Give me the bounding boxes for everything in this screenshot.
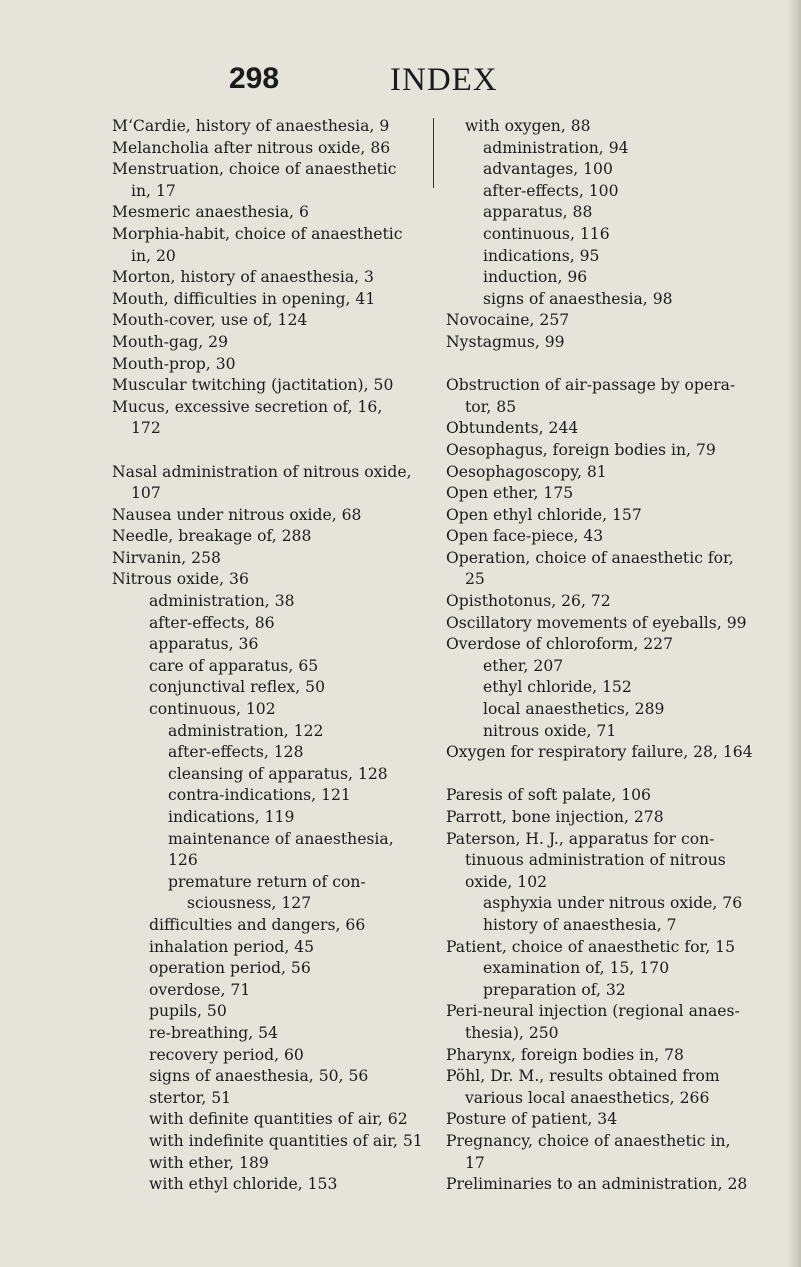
index-entry: history of anaesthesia, 7: [483, 915, 677, 934]
index-entry: cleansing of apparatus, 128: [168, 764, 388, 783]
index-entry: Oesophagoscopy, 81: [446, 462, 607, 481]
index-entry: Nitrous oxide, 36: [112, 570, 249, 589]
page-header: [0, 62, 801, 102]
index-entry: with ethyl chloride, 153: [149, 1175, 338, 1194]
index-entry: indications, 95: [483, 246, 600, 265]
index-entry: Melancholia after nitrous oxide, 86: [112, 138, 391, 157]
index-entry: sciousness, 127: [187, 894, 312, 913]
index-column-left: [112, 116, 422, 1196]
index-entry: 17: [465, 1153, 485, 1172]
index-entry: Pharynx, foreign bodies in, 78: [446, 1045, 684, 1064]
index-entry: various local anaesthetics, 266: [465, 1088, 710, 1107]
index-entry: administration, 38: [149, 592, 295, 611]
index-entry: continuous, 102: [149, 700, 276, 719]
index-entry: re-breathing, 54: [149, 1023, 278, 1042]
index-entry: Open face-piece, 43: [446, 527, 604, 546]
index-entry: Nirvanin, 258: [112, 548, 221, 567]
index-entry: Overdose of chloroform, 227: [446, 635, 674, 654]
index-entry: Open ethyl chloride, 157: [446, 505, 642, 524]
index-entry: apparatus, 36: [149, 635, 259, 654]
index-entry: difficulties and dangers, 66: [149, 915, 366, 934]
index-entry: Mouth-cover, use of, 124: [112, 311, 308, 330]
index-entry: administration, 94: [483, 138, 629, 157]
index-entry: Mouth-prop, 30: [112, 354, 236, 373]
index-entry: recovery period, 60: [149, 1045, 304, 1064]
index-entry: continuous, 116: [483, 224, 610, 243]
index-entry: Peri-neural injection (regional anaes-: [446, 1002, 740, 1021]
index-entry: Operation, choice of anaesthetic for,: [446, 548, 734, 567]
index-entry: examination of, 15, 170: [483, 959, 670, 978]
index-entry: contra-indications, 121: [168, 786, 351, 805]
index-entry: Oxygen for respiratory failure, 28, 164: [446, 743, 753, 762]
index-entry: with ether, 189: [149, 1153, 269, 1172]
column-divider: [433, 118, 434, 188]
index-entry: Muscular twitching (jactitation), 50: [112, 376, 394, 395]
section-gap: [446, 764, 766, 786]
index-entry: care of apparatus, 65: [149, 656, 319, 675]
index-entry: Open ether, 175: [446, 484, 574, 503]
index-entry: 126: [168, 851, 198, 870]
index-entry: maintenance of anaesthesia,: [168, 829, 394, 848]
index-entry: Nasal administration of nitrous oxide,: [112, 462, 412, 481]
index-entry: with definite quantities of air, 62: [149, 1110, 408, 1129]
index-entry: conjunctival reflex, 50: [149, 678, 325, 697]
index-entry: thesia), 250: [465, 1023, 559, 1042]
index-entry: Needle, breakage of, 288: [112, 527, 312, 546]
index-entry: Posture of patient, 34: [446, 1110, 618, 1129]
index-entry: asphyxia under nitrous oxide, 76: [483, 894, 743, 913]
index-entry: Pregnancy, choice of anaesthetic in,: [446, 1131, 731, 1150]
index-entry: Nystagmus, 99: [446, 332, 565, 351]
index-entry: Obtundents, 244: [446, 419, 579, 438]
index-entry: Novocaine, 257: [446, 311, 570, 330]
index-entry: Paterson, H. J., apparatus for con-: [446, 829, 715, 848]
page-title: INDEX: [390, 62, 498, 98]
index-entry: overdose, 71: [149, 980, 251, 999]
index-entry: after-effects, 128: [168, 743, 304, 762]
index-entry: pupils, 50: [149, 1002, 227, 1021]
index-entry: after-effects, 86: [149, 613, 275, 632]
index-entry: after-effects, 100: [483, 181, 619, 200]
index-entry: tor, 85: [465, 397, 517, 416]
index-entry: administration, 122: [168, 721, 324, 740]
index-entry: Oesophagus, foreign bodies in, 79: [446, 440, 716, 459]
index-entry: nitrous oxide, 71: [483, 721, 617, 740]
index-entry: Mouth, difficulties in opening, 41: [112, 289, 376, 308]
index-entry: inhalation period, 45: [149, 937, 315, 956]
page-number: 298: [229, 62, 280, 95]
index-entry: Preliminaries to an administration, 28: [446, 1175, 748, 1194]
index-entry: signs of anaesthesia, 98: [483, 289, 673, 308]
index-entry: in, 20: [131, 246, 176, 265]
index-entry: Menstruation, choice of anaesthetic: [112, 160, 397, 179]
index-entry: oxide, 102: [465, 872, 548, 891]
index-entry: Morton, history of anaesthesia, 3: [112, 268, 374, 287]
index-entry: in, 17: [131, 181, 176, 200]
index-entry: ether, 207: [483, 656, 564, 675]
index-entry: Nausea under nitrous oxide, 68: [112, 505, 362, 524]
page-edge-shadow: [787, 0, 801, 1267]
index-entry: Mouth-gag, 29: [112, 332, 228, 351]
index-entry: Mesmeric anaesthesia, 6: [112, 203, 309, 222]
index-entry: ethyl chloride, 152: [483, 678, 632, 697]
index-entry: M‘Cardie, history of anaesthesia, 9: [112, 117, 390, 135]
index-entry: Morphia-habit, choice of anaesthetic: [112, 224, 403, 243]
index-entry: Oscillatory movements of eyeballs, 99: [446, 613, 747, 632]
index-entry: with indefinite quantities of air, 51: [149, 1131, 423, 1150]
index-entry: Patient, choice of anaesthetic for, 15: [446, 937, 735, 956]
index-entry: Mucus, excessive secretion of, 16,: [112, 397, 383, 416]
index-entry: advantages, 100: [483, 160, 613, 179]
index-entry: induction, 96: [483, 268, 588, 287]
index-entry: with oxygen, 88: [465, 117, 591, 135]
index-entry: 107: [131, 484, 161, 503]
index-entry: signs of anaesthesia, 50, 56: [149, 1067, 369, 1086]
index-entry: operation period, 56: [149, 959, 311, 978]
index-entry: Opisthotonus, 26, 72: [446, 592, 611, 611]
index-entry: Pöhl, Dr. M., results obtained from: [446, 1067, 720, 1086]
index-entry: 25: [465, 570, 485, 589]
index-entry: premature return of con-: [168, 872, 366, 891]
index-entry: Parrott, bone injection, 278: [446, 808, 664, 826]
index-entry: apparatus, 88: [483, 203, 593, 222]
index-entry: indications, 119: [168, 808, 295, 826]
section-gap: [112, 440, 422, 462]
index-entry: stertor, 51: [149, 1088, 232, 1107]
index-entry: Obstruction of air-passage by opera-: [446, 376, 736, 395]
section-gap: [446, 354, 766, 376]
index-entry: Paresis of soft palate, 106: [446, 786, 651, 805]
index-entry: local anaesthetics, 289: [483, 700, 665, 719]
index-entry: tinuous administration of nitrous: [465, 851, 726, 870]
index-entry: preparation of, 32: [483, 980, 626, 999]
index-entry: 172: [131, 419, 161, 438]
index-column-right: [446, 116, 766, 1196]
